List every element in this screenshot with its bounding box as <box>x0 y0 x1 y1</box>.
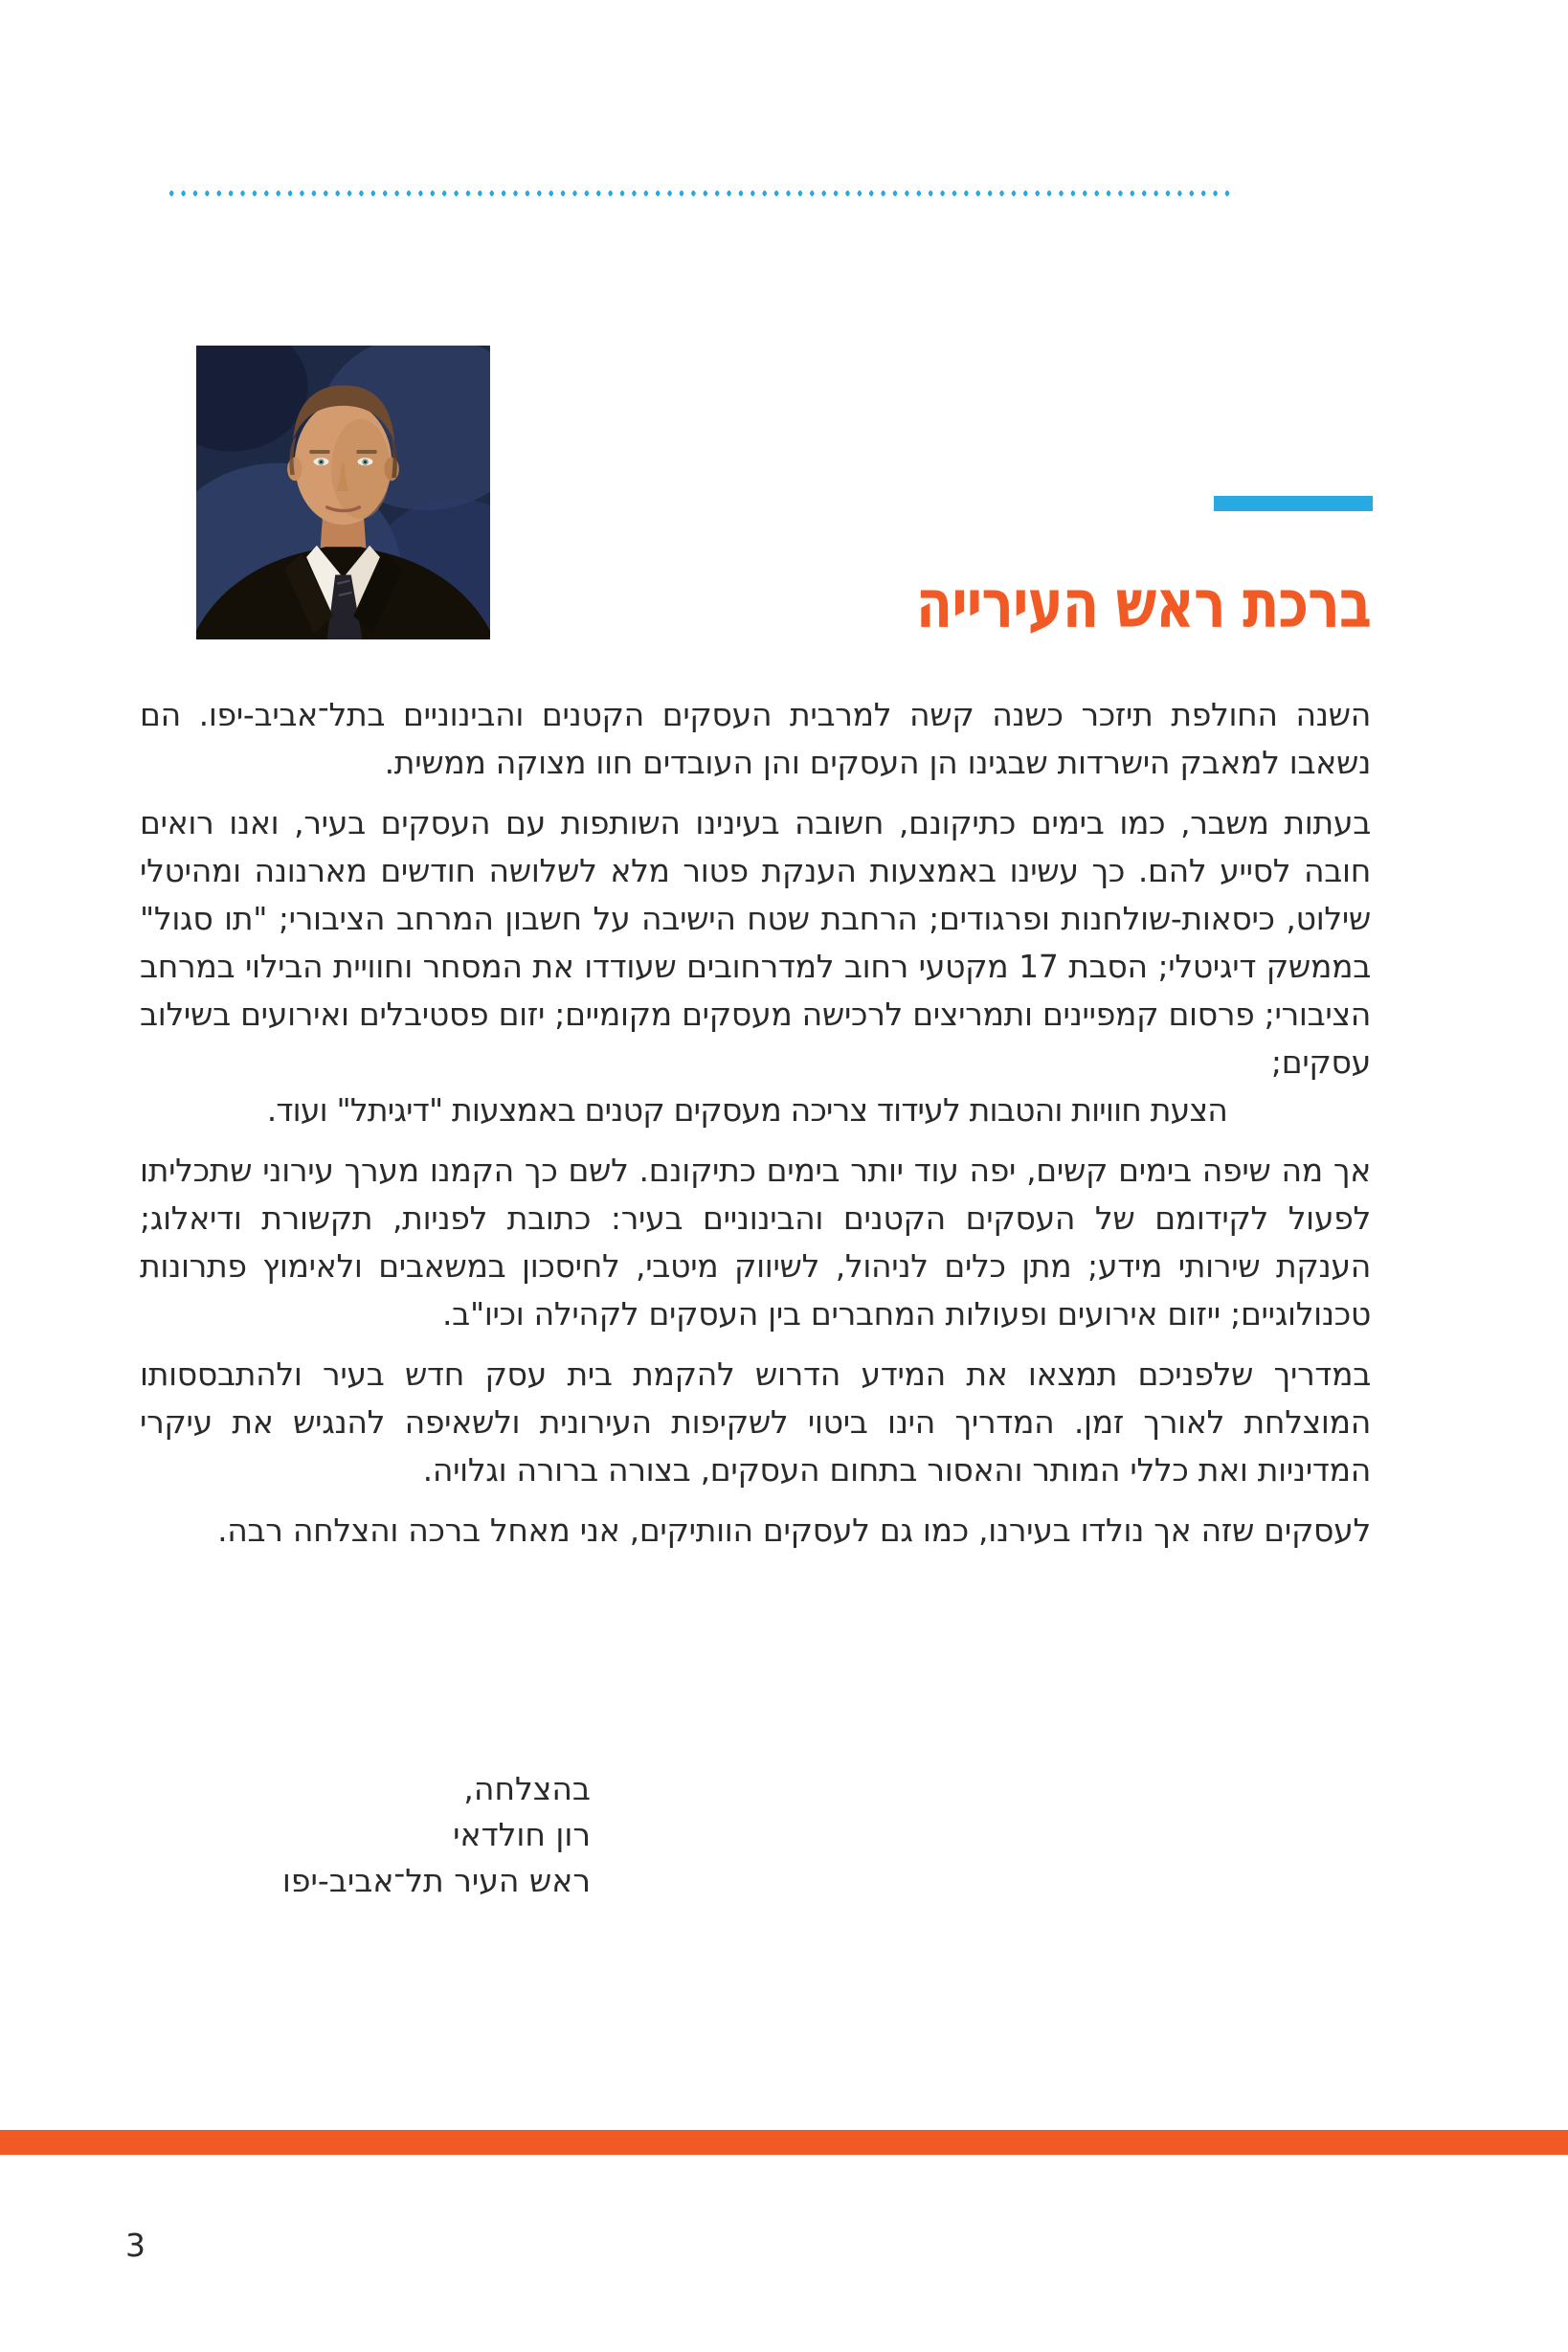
letter-body <box>140 691 1371 1567</box>
page-number: 3 <box>125 2227 146 2264</box>
letter-paragraph-indented-line: הצעת חוויות והטבות לעידוד צריכה מעסקים קטנים באמצעות "דיגיתל" ועוד. <box>266 1091 1227 1129</box>
page-title: ברכת ראש העירייה <box>915 566 1371 644</box>
letter-paragraph: במדריך שלפניכם תמצאו את המידע הדרוש להקמת בית עסק חדש בעיר ולהתבססותו המוצלחת לאורך זמן. המדריך הינו ביטוי לשקיפות העירונית ולשאיפה להנגיש את עיקרי המדיניות ואת כללי המותר והאסור בתחום העסקים, בצורה ברורה וגלויה. <box>140 1355 1371 1489</box>
footer-bar <box>0 2130 1568 2155</box>
letter-paragraph: אך מה שיפה בימים קשים, יפה עוד יותר בימים כתיקונם. לשם כך הקמנו מערך עירוני שתכליתו לפעול לקידומם של העסקים הקטנים והבינוניים בעיר: כתובת לפניות, תקשורת ודיאלוג; הענקת שירותי מידע; מתן כלים לניהול, לשיווק מיטבי, לחיסכון במשאבים ולאימוץ פתרונות טכנולוגיים; ייזום אירועים ופעולות המחברים בין העסקים לקהילה וכיו"ב. <box>140 1152 1371 1333</box>
title-accent-bar <box>1214 496 1373 511</box>
dotted-separator <box>166 188 1230 199</box>
mayor-portrait-photo <box>196 346 490 639</box>
letter-paragraph: השנה החולפת תיזכר כשנה קשה למרבית העסקים הקטנים והבינוניים בתל־אביב-יפו. הם נשאבו למאבק הישרדות שבגינו הן העסקים והן העובדים חוו מצוקה ממשית. <box>140 696 1371 781</box>
letter-paragraph-group <box>140 799 1371 1134</box>
signature-closing: בהצלחה, <box>463 1770 591 1807</box>
signature-role: ראש העיר תל־אביב-יפו <box>281 1862 591 1899</box>
signature-block <box>282 1766 591 1904</box>
letter-paragraph: בעתות משבר, כמו בימים כתיקונם, חשובה בעינינו השותפות עם העסקים בעיר, ואנו רואים חובה לסייע להם. כך עשינו באמצעות הענקת פטור מלא לשלושה חודשים מארנונה ומהיטלי שילוט, כיסאות-שולחנות ופרגודים; הרחבת שטח הישיבה על חשבון המרחב הציבורי; "תו סגול" בממשק דיגיטלי; הסבת 17 מקטעי רחוב למדרחובים שעודדו את המסחר וחוויית הבילוי במרחב הציבורי; פרסום קמפיינים ותמריצים לרכישה מעסקים מקומיים; יזום פסטיבלים ואירועים בשילוב עסקים; <box>140 804 1372 1081</box>
signature-name: רון חולדאי <box>453 1816 591 1853</box>
letter-paragraph: לעסקים שזה אך נולדו בעירנו, כמו גם לעסקים הוותיקים, אני מאחל ברכה והצלחה רבה. <box>217 1512 1371 1549</box>
